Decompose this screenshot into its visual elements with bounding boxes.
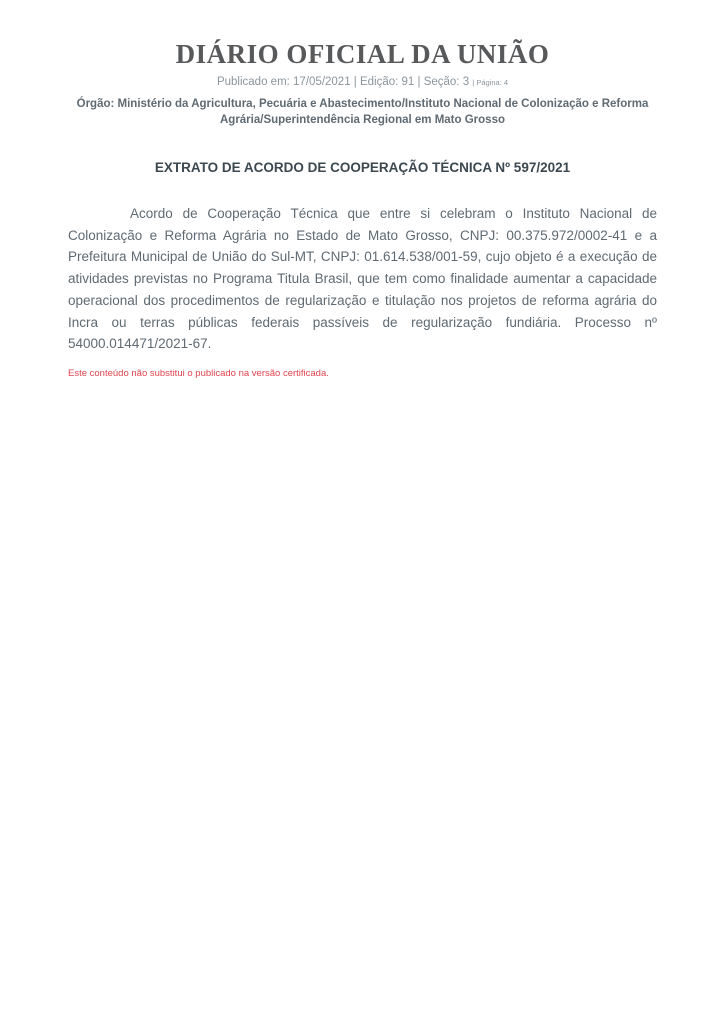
publish-meta-page: | Página: 4 <box>472 78 509 87</box>
organ-line: Órgão: Ministério da Agricultura, Pecuária e Abastecimento/Instituto Nacional de Colonização e Reforma Agrária/Superintendência Regional em Mato Grosso <box>76 98 649 126</box>
act-body-paragraph: Acordo de Cooperação Técnica que entre si celebram o Instituto Nacional de Colonização e Reforma Agrária no Estado de Mato Grosso, CNPJ: 00.375.972/0002-41 e a Prefeitura Municipal de União do Sul-MT, CNPJ: 01.614.538/001-59, cujo objeto é a execução de atividades previstas no Programa Titula Brasil, que tem como finalidade aumentar a capacidade operacional dos procedimentos de regularização e titulação nos projetos de reforma agrária do Incra ou terras públicas federais passíveis de regularização fundiária. Processo nº 54000.014471/2021-67. <box>68 206 657 352</box>
masthead-title: DIÁRIO OFICIAL DA UNIÃO <box>175 39 550 69</box>
act-title: EXTRATO DE ACORDO DE COOPERAÇÃO TÉCNICA Nº 597/2021 <box>154 160 571 175</box>
publish-meta-line <box>0 75 725 90</box>
certification-disclaimer: Este conteúdo não substitui o publicado na versão certificada. <box>68 367 329 379</box>
publish-meta-main: Publicado em: 17/05/2021 | Edição: 91 | Seção: 3 <box>216 76 470 88</box>
document-header <box>0 0 725 128</box>
